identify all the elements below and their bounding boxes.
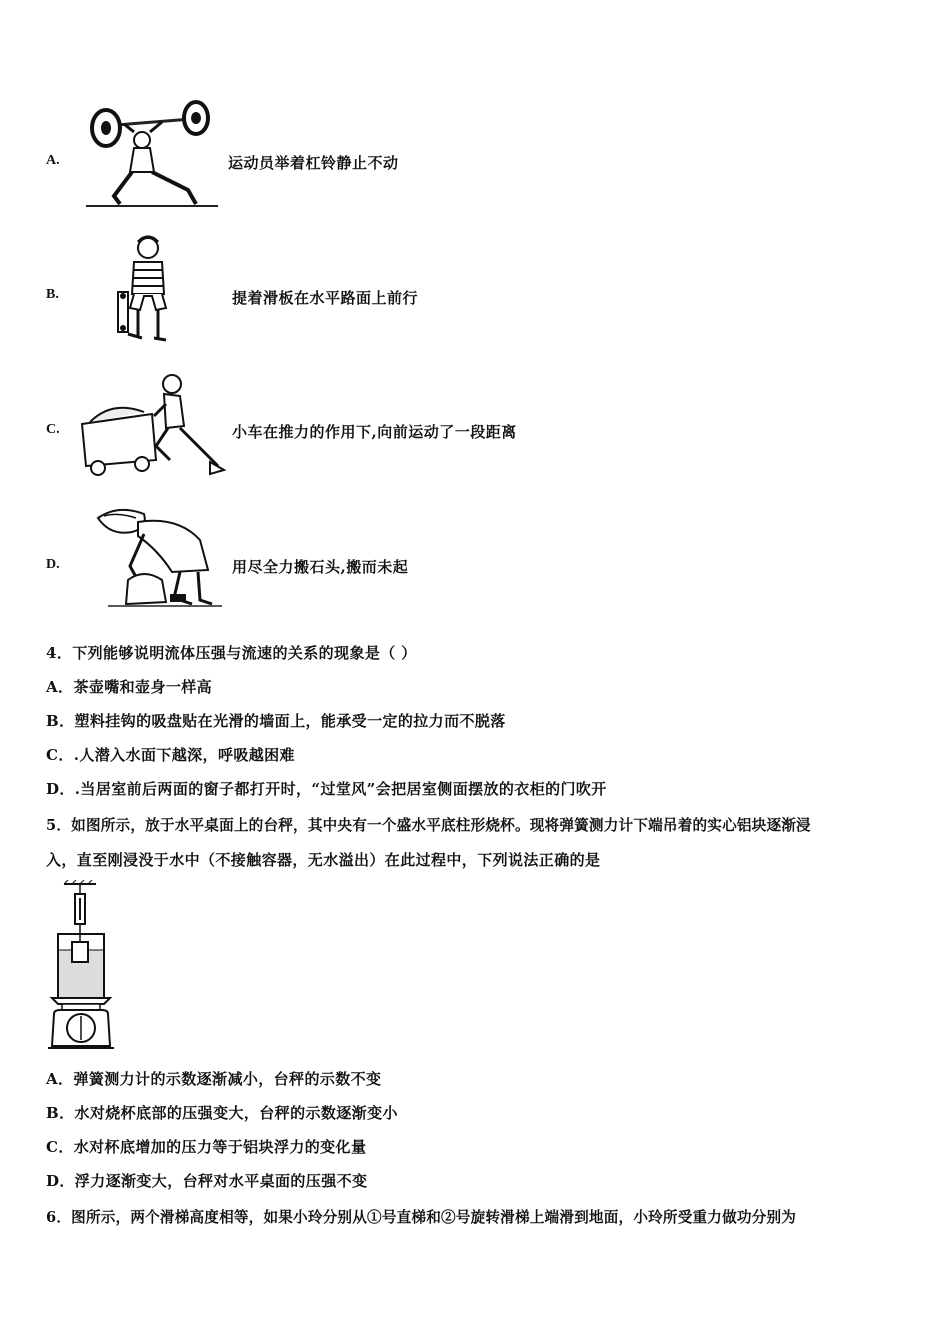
weightlifter-illustration: [84, 100, 224, 212]
boy-with-skateboard-illustration: [108, 234, 178, 346]
question-5-option-c: C．水对杯底增加的压力等于铝块浮力的变化量: [46, 1138, 367, 1156]
question-5-stem-line1: 5．如图所示，放于水平桌面上的台秤，其中央有一个盛水平底柱形烧杯。现将弹簧测力计下端吊着的实心铝块逐渐浸: [46, 817, 811, 834]
option-b-caption: 提着滑板在水平路面上前行: [232, 289, 419, 307]
question-6-stem: 6．图所示，两个滑梯高度相等，如果小玲分别从①号直梯和②号旋转滑梯上端滑到地面，小玲所受重力做功分别为: [46, 1209, 797, 1226]
question-5-stem-line2: 入，直至刚浸没于水中（不接触容器，无水溢出）在此过程中，下列说法正确的是: [46, 851, 601, 869]
option-b-letter: B.: [46, 287, 59, 302]
man-pushing-cart-illustration: [72, 370, 228, 480]
option-a-letter: A.: [46, 153, 60, 168]
option-d-letter: D.: [46, 557, 60, 572]
question-4-stem: 4．下列能够说明流体压强与流速的关系的现象是（ ）: [46, 644, 417, 662]
question-4-option-d: D．.当居室前后两面的窗子都打开时，“过堂风”会把居室侧面摆放的衣柜的门吹开: [46, 780, 607, 798]
option-c-letter: C.: [46, 422, 60, 437]
question-5-option-b: B．水对烧杯底部的压强变大，台秤的示数逐渐变小: [46, 1104, 398, 1122]
spring-scale-beaker-on-platform-scale: [44, 880, 120, 1054]
woman-lifting-stone-illustration: [88, 506, 228, 614]
question-4-option-a: A．茶壶嘴和壶身一样高: [46, 678, 213, 696]
option-d-caption: 用尽全力搬石头,搬而未起: [232, 558, 409, 576]
question-5-option-d: D．浮力逐渐变大，台秤对水平桌面的压强不变: [46, 1172, 368, 1190]
question-4-option-b: B．塑料挂钩的吸盘贴在光滑的墙面上，能承受一定的拉力而不脱落: [46, 712, 506, 730]
option-c-caption: 小车在推力的作用下,向前运动了一段距离: [232, 423, 517, 441]
question-5-option-a: A．弹簧测力计的示数逐渐减小，台秤的示数不变: [46, 1070, 382, 1088]
question-4-option-c: C．.人潜入水面下越深，呼吸越困难: [46, 746, 295, 764]
option-a-caption: 运动员举着杠铃静止不动: [228, 154, 399, 172]
